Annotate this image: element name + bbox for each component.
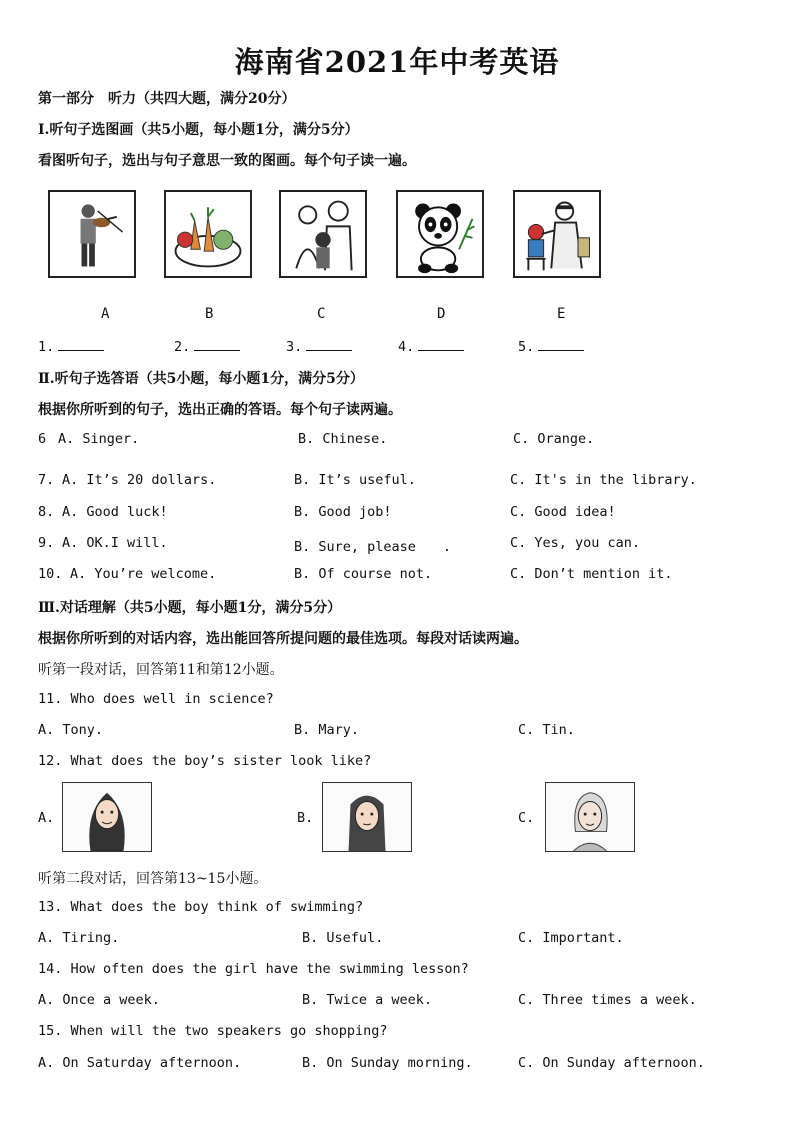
q14-option-c[interactable]: C. Three times a week. bbox=[518, 992, 697, 1008]
picture-label-d: D bbox=[437, 306, 446, 322]
picture-a bbox=[48, 190, 136, 278]
q15-stem: 15. When will the two speakers go shopping? bbox=[38, 1023, 388, 1039]
q7-number: 7. bbox=[38, 472, 55, 488]
section3-heading: Ⅲ.对话理解（共5小题，每小题1分，满分5分） bbox=[38, 600, 342, 616]
q10-option-c[interactable]: C. Don’t mention it. bbox=[510, 566, 673, 582]
q6-number: 6 bbox=[38, 431, 47, 447]
q9-option-c[interactable]: C. Yes, you can. bbox=[510, 535, 641, 551]
vegetables-icon bbox=[166, 192, 250, 276]
q7-option-b[interactable]: B. It’s useful. bbox=[294, 472, 416, 488]
q8-number: 8. bbox=[38, 504, 55, 520]
blank-2[interactable]: 2. bbox=[174, 338, 240, 355]
q6-option-a[interactable]: A. Singer. bbox=[58, 431, 140, 447]
q11-option-a[interactable]: A. Tony. bbox=[38, 722, 104, 738]
picture-e bbox=[513, 190, 601, 278]
q8-option-b[interactable]: B. Good job! bbox=[294, 504, 392, 520]
q10-number: 10. bbox=[38, 566, 63, 582]
q14-stem: 14. How often does the girl have the swimming lesson? bbox=[38, 961, 469, 977]
part1-heading: 第一部分 听力（共四大题，满分20分） bbox=[38, 91, 296, 107]
q15-option-b[interactable]: B. On Sunday morning. bbox=[302, 1055, 473, 1071]
girl-short-hair-icon bbox=[546, 783, 634, 851]
q12-option-a[interactable]: A. bbox=[38, 810, 55, 826]
q8-option-a[interactable]: A. Good luck! bbox=[62, 504, 168, 520]
q12-photo-a[interactable] bbox=[62, 782, 152, 852]
q13-option-b[interactable]: B. Useful. bbox=[302, 930, 384, 946]
q8-option-c[interactable]: C. Good idea! bbox=[510, 504, 616, 520]
q13-stem: 13. What does the boy think of swimming? bbox=[38, 899, 364, 915]
q12-stem: 12. What does the boy’s sister look like? bbox=[38, 753, 372, 769]
q11-option-b[interactable]: B. Mary. bbox=[294, 722, 360, 738]
doctor-icon bbox=[515, 192, 599, 276]
picture-b bbox=[164, 190, 252, 278]
picture-d bbox=[396, 190, 484, 278]
q7-option-a[interactable]: A. It’s 20 dollars. bbox=[62, 472, 217, 488]
girl-straight-hair-icon bbox=[323, 783, 411, 851]
page-title: 海南省2021年中考英语 bbox=[234, 45, 560, 79]
q14-option-a[interactable]: A. Once a week. bbox=[38, 992, 160, 1008]
q10-option-a[interactable]: A. You’re welcome. bbox=[70, 566, 217, 582]
dialogue2-instruction: 听第二段对话，回答第13~15小题。 bbox=[38, 871, 268, 887]
q12-photo-c[interactable] bbox=[545, 782, 635, 852]
dialogue1-instruction: 听第一段对话，回答第11和第12小题。 bbox=[38, 662, 284, 678]
q12-option-c[interactable]: C. bbox=[518, 810, 535, 826]
section1-instruction: 看图听句子，选出与句子意思一致的图画。每个句子读一遍。 bbox=[38, 153, 416, 169]
section3-instruction: 根据你所听到的对话内容，选出能回答所提问题的最佳选项。每段对话读两遍。 bbox=[38, 631, 528, 647]
blank-3[interactable]: 3. bbox=[286, 338, 352, 355]
violinist-icon bbox=[50, 192, 134, 276]
q13-option-c[interactable]: C. Important. bbox=[518, 930, 624, 946]
section1-heading: Ⅰ.听句子选图画（共5小题，每小题1分，满分5分） bbox=[38, 122, 359, 138]
panda-icon bbox=[398, 192, 482, 276]
q6-option-b[interactable]: B. Chinese. bbox=[298, 431, 388, 447]
q12-photo-b[interactable] bbox=[322, 782, 412, 852]
q11-option-c[interactable]: C. Tin. bbox=[518, 722, 575, 738]
girl-long-hair-icon bbox=[63, 783, 151, 851]
q10-option-b[interactable]: B. Of course not. bbox=[294, 566, 433, 582]
section2-heading: Ⅱ.听句子选答语（共5小题，每小题1分，满分5分） bbox=[38, 371, 364, 387]
q15-option-a[interactable]: A. On Saturday afternoon. bbox=[38, 1055, 242, 1071]
q6-option-c[interactable]: C. Orange. bbox=[513, 431, 595, 447]
picture-label-e: E bbox=[557, 306, 566, 322]
picture-label-c: C bbox=[317, 306, 326, 322]
q12-option-b[interactable]: B. bbox=[297, 810, 314, 826]
q9-option-b[interactable]: B. Sure, please . bbox=[294, 539, 452, 555]
q7-option-c[interactable]: C. It's in the library. bbox=[510, 472, 697, 488]
q14-option-b[interactable]: B. Twice a week. bbox=[302, 992, 433, 1008]
q15-option-c[interactable]: C. On Sunday afternoon. bbox=[518, 1055, 705, 1071]
q9-number: 9. bbox=[38, 535, 55, 551]
q9-option-a[interactable]: A. OK.I will. bbox=[62, 535, 168, 551]
family-icon bbox=[281, 192, 365, 276]
picture-label-b: B bbox=[205, 306, 214, 322]
picture-label-a: A bbox=[101, 306, 110, 322]
blank-5[interactable]: 5. bbox=[518, 338, 584, 355]
blank-1[interactable]: 1. bbox=[38, 338, 104, 355]
blank-4[interactable]: 4. bbox=[398, 338, 464, 355]
q13-option-a[interactable]: A. Tiring. bbox=[38, 930, 120, 946]
section2-instruction: 根据你所听到的句子，选出正确的答语。每个句子读两遍。 bbox=[38, 402, 402, 418]
picture-c bbox=[279, 190, 367, 278]
q11-stem: 11. Who does well in science? bbox=[38, 691, 274, 707]
